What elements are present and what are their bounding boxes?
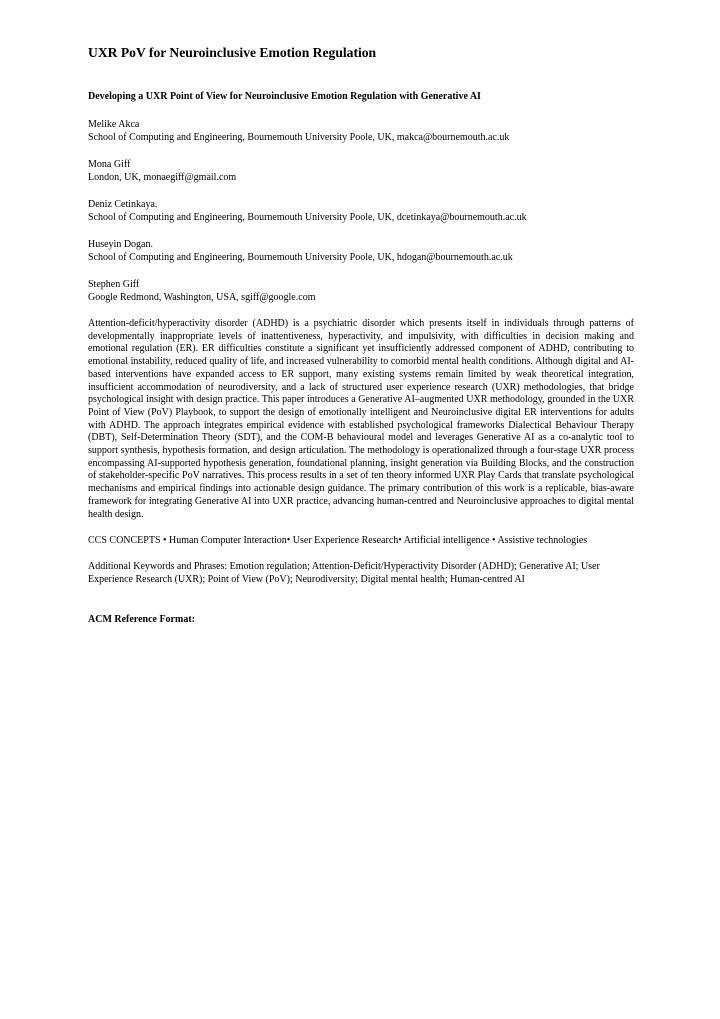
paper-title: Developing a UXR Point of View for Neuroinclusive Emotion Regulation with Generative AI (88, 91, 481, 102)
author-block (88, 238, 634, 264)
abstract: Attention-deficit/hyperactivity disorder (ADHD) is a psychiatric disorder which presents itself in individuals through patterns of developmentally inappropriate levels of inattentiveness, hyperactivity, and impulsivity, with difficulties in decision making and emotional regulation (ER). ER difficulties constitute a significant yet insufficiently addressed component of ADHD, contributing to emotional instability, reduced quality of life, and increased vulnerability to comorbid mental health conditions. Although digital and AI-based interventions have expanded access to ER support, many existing systems remain limited by weak theoretical integration, insufficient accommodation of neurodiversity, and a lack of structured user experience research (UXR) methodologies, that bridge psychological insight with design practice. This paper introduces a Generative AI–augmented UXR methodology, grounded in the UXR Point of View (PoV) Playbook, to support the design of emotionally intelligent and Neuroinclusive digital ER interventions for adults with ADHD. The approach integrates empirical evidence with established psychological frameworks Dialectical Behaviour Therapy (DBT), Self-Determination Theory (SDT), and the COM-B behavioural model and leverages Generative AI as a co-analytic tool to support synthesis, hypothesis formation, and design articulation. The methodology is operationalized through a four-stage UXR process encompassing AI-supported hypothesis generation, foundational planning, insight generation via Building Blocks, and the construction of stakeholder-specific PoV narratives. This process results in a set of ten theory informed UXR Play Cards that translate psychological mechanisms and empirical findings into actionable design guidance. The primary contribution of this work is a replicable, bias-aware framework for integrating Generative AI into UXR practice, advancing human-centred and Neuroinclusive approaches to digital mental health design. (88, 318, 634, 520)
author-affiliation: School of Computing and Engineering, Bournemouth University Poole, UK, hdogan@bournemouth.ac.uk (88, 252, 513, 263)
ccs-concepts: CCS CONCEPTS • Human Computer Interaction• User Experience Research• Artificial intelligence • Assistive technologies (88, 535, 588, 547)
author-affiliation: School of Computing and Engineering, Bournemouth University Poole, UK, makca@bournemouth.ac.uk (88, 132, 510, 143)
author-block (88, 118, 634, 144)
author-block (88, 158, 634, 184)
author-list (88, 118, 634, 304)
author-name: Melike Akca (88, 119, 140, 130)
author-name: Deniz Cetinkaya. (88, 199, 158, 210)
author-block (88, 278, 634, 304)
author-name: Mona Giff (88, 159, 131, 170)
author-block (88, 198, 634, 224)
paper-page (88, 44, 634, 626)
author-affiliation: Google Redmond, Washington, USA, sgiff@google.com (88, 292, 316, 303)
acm-reference-heading: ACM Reference Format: (88, 614, 195, 626)
author-affiliation: School of Computing and Engineering, Bournemouth University Poole, UK, dcetinkaya@bournemouth.ac.uk (88, 212, 527, 223)
author-name: Stephen Giff (88, 279, 140, 290)
author-name: Huseyin Dogan. (88, 239, 153, 250)
author-affiliation: London, UK, monaegiff@gmail.com (88, 172, 237, 183)
running-title: UXR PoV for Neuroinclusive Emotion Regulation (88, 45, 377, 60)
keywords: Additional Keywords and Phrases: Emotion regulation; Attention-Deficit/Hyperactivity Disorder (ADHD); Generative AI; User Experience Research (UXR); Point of View (PoV); Neurodiversity; Digital mental health; Human-centred AI (88, 561, 600, 586)
